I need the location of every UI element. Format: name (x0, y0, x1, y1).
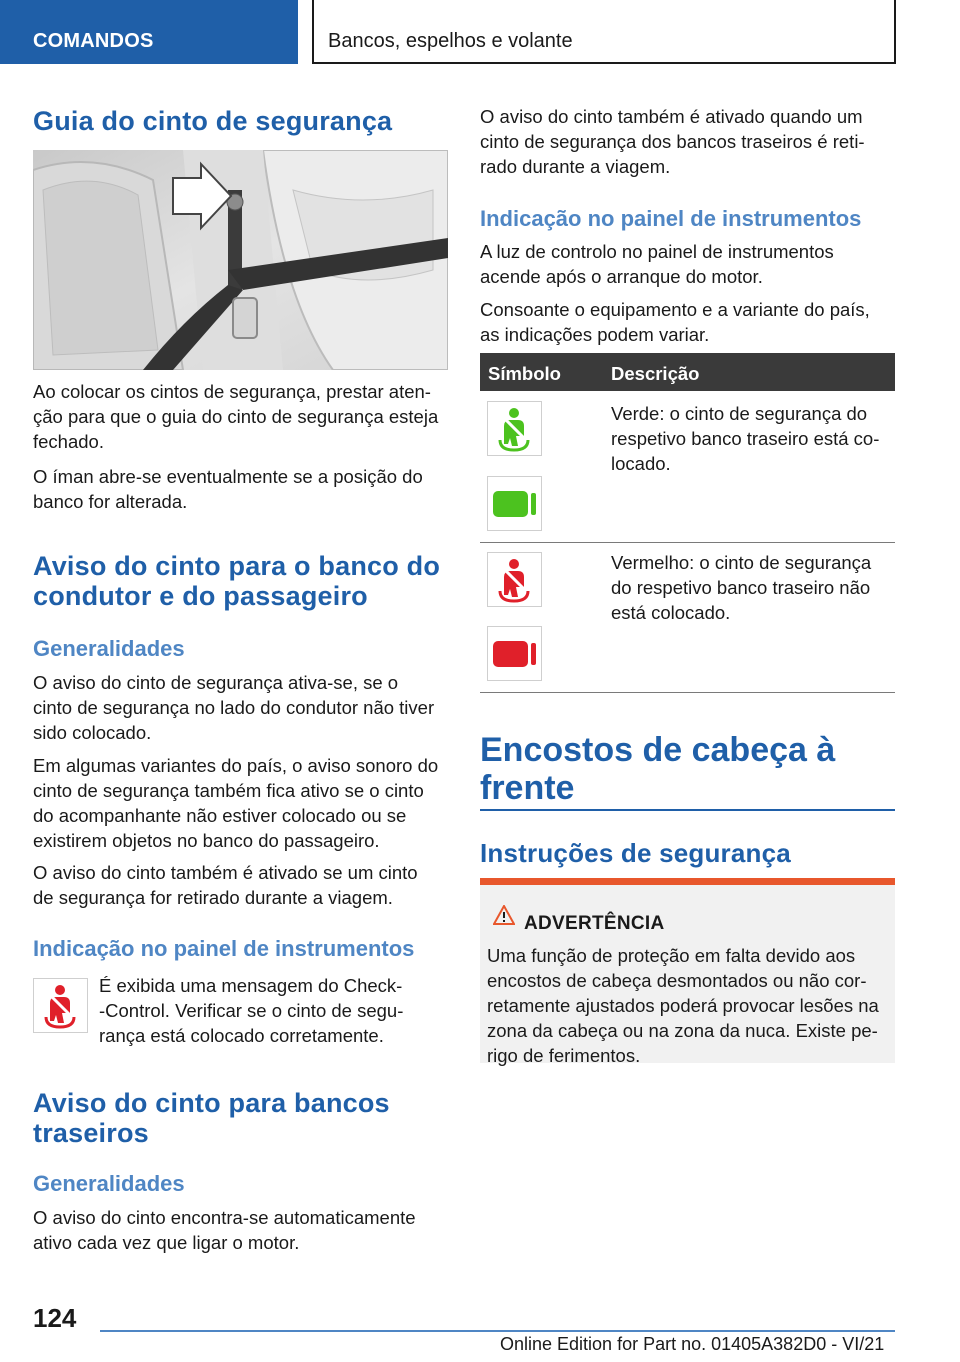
edition-text: Online Edition for Part no. 01405A382D0 - VI/21 (500, 1334, 885, 1354)
seatbelt-green-icon (487, 401, 542, 456)
symbol-table-header (480, 353, 895, 391)
indication-paragraph-2: Consoante o equipamento e a variante do país, as indicações podem variar. (480, 299, 870, 345)
warning-box (480, 878, 895, 1066)
general-subheading-2: Generalidades (33, 1171, 185, 1196)
warning-text: Uma função de proteção em falta devido aos encostos de cabeça desmontados ou não cor- retamente ajustados poderá provocar lesões na zona da cabeça ou na zona da nuca. Existe pe- rigo de ferimentos. (487, 945, 879, 1066)
seatbelt-red-icon (487, 552, 542, 607)
driver-paragraph-3: O aviso do cinto também é ativado se um cinto de segurança for retirado durante a viagem. (33, 862, 418, 908)
heading-rule (480, 809, 895, 811)
driver-warning-heading: Aviso do cinto para o banco do condutor e do passageiro (33, 551, 441, 611)
chapter-tab (312, 0, 896, 64)
indication-subheading-2: Indicação no painel de instrumentos (480, 206, 862, 231)
section-title: COMANDOS (33, 30, 154, 52)
safety-heading: Instruções de segurança (480, 838, 791, 868)
guide-paragraph-2: O íman abre-se eventualmente se a posição do banco for alterada. (33, 466, 423, 512)
seatbelt-guide-illustration (33, 150, 448, 370)
guide-paragraph-1: Ao colocar os cintos de segurança, prestar aten- ção para que o guia do cinto de segurança esteja fechado. (33, 381, 439, 452)
indication-subheading-1: Indicação no painel de instrumentos (33, 936, 415, 961)
headrest-heading: Encostos de cabeça à frente (480, 731, 836, 807)
seatbelt-warning-icon (33, 978, 88, 1033)
section-tab (0, 0, 298, 64)
page-number: 124 (33, 1303, 77, 1333)
driver-paragraph-2: Em algumas variantes do país, o aviso sonoro do cinto de segurança também fica ativo se o cinto do acompanhante não estiver colocado ou se existirem objetos no banco do passageiro. (33, 755, 439, 851)
indication-text-1: É exibida uma mensagem do Check- -Control. Verificar se o cinto de segu- rança está colocado corretamente. (99, 975, 404, 1046)
red-description: Vermelho: o cinto de segurança do respetivo banco traseiro não está colocado. (611, 552, 872, 623)
col-description: Descrição (611, 363, 700, 384)
col-symbol: Símbolo (488, 363, 561, 384)
green-description: Verde: o cinto de segurança do respetivo banco traseiro está co- locado. (611, 403, 880, 474)
seat-green-indicator-icon (487, 476, 542, 531)
rear-paragraph-2: O aviso do cinto também é ativado quando um cinto de segurança dos bancos traseiros é reti- rado durante a viagem. (480, 106, 865, 177)
footer-rule (100, 1330, 895, 1332)
warning-title: ADVERTÊNCIA (524, 913, 665, 934)
indication-paragraph-1: A luz de controlo no painel de instrumentos acende após o arranque do motor. (480, 241, 834, 287)
general-subheading-1: Generalidades (33, 636, 185, 661)
rear-paragraph-1: O aviso do cinto encontra-se automaticamente ativo cada vez que ligar o motor. (33, 1207, 416, 1253)
warning-triangle-icon (493, 905, 515, 930)
chapter-title: Bancos, espelhos e volante (328, 30, 573, 52)
rear-warning-heading: Aviso do cinto para bancos traseiros (33, 1088, 390, 1148)
driver-paragraph-1: O aviso do cinto de segurança ativa-se, se o cinto de segurança no lado do condutor não tiver sido colocado. (33, 672, 435, 743)
guide-heading: Guia do cinto de segurança (33, 106, 393, 136)
seat-red-indicator-icon (487, 626, 542, 681)
table-bottom-rule (480, 692, 895, 693)
table-row-separator (480, 542, 895, 543)
